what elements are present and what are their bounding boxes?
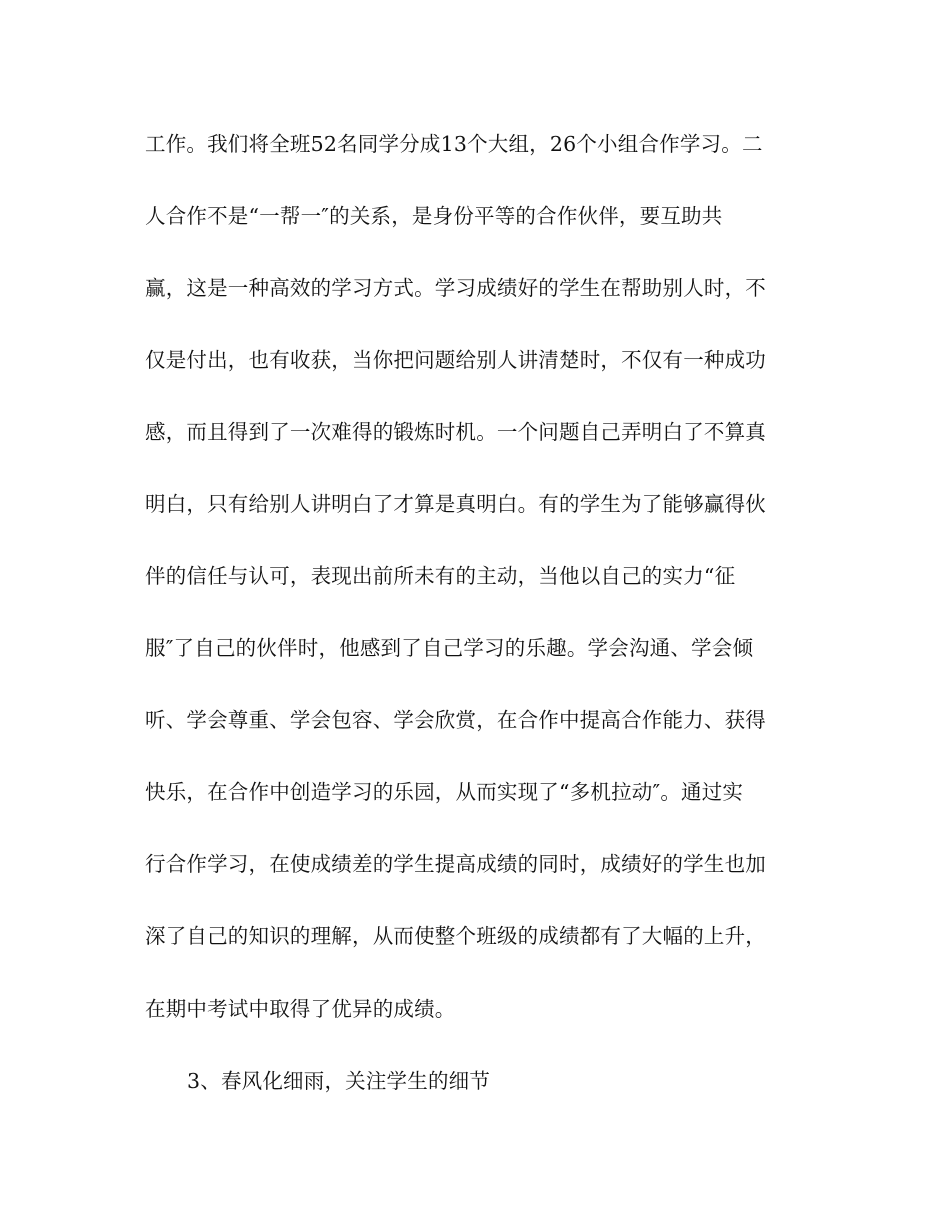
paragraph-line-8: 服″了自己的伙伴时，他感到了自己学习的乐趣。学会沟通、学会倾 (145, 636, 754, 660)
paragraph-line-11: 行合作学习，在使成绩差的学生提高成绩的同时，成绩好的学生也加 (145, 852, 766, 876)
paragraph-line-1: 工作。我们将全班52名同学分成13个大组，26个小组合作学习。二 (145, 132, 763, 156)
paragraph-line-5: 感，而且得到了一次难得的锻炼时机。一个问题自己弄明白了不算真 (145, 420, 766, 444)
paragraph-line-4: 仅是付出，也有收获，当你把问题给别人讲清楚时，不仅有一种成功 (145, 348, 766, 372)
paragraph-line-7: 伴的信任与认可，表现出前所未有的主动，当他以自己的实力“征 (145, 564, 736, 588)
paragraph-line-13: 在期中考试中取得了优异的成绩。 (145, 997, 456, 1021)
paragraph-line-2: 人合作不是“一帮一″的关系，是身份平等的合作伙伴，要互助共 (145, 204, 723, 228)
paragraph-line-9: 听、学会尊重、学会包容、学会欣赏，在合作中提高合作能力、获得 (145, 708, 766, 732)
paragraph-line-12: 深了自己的知识的理解，从而使整个班级的成绩都有了大幅的上升， (145, 924, 766, 948)
paragraph-line-6: 明白，只有给别人讲明白了才算是真明白。有的学生为了能够赢得伙 (145, 492, 766, 516)
section-heading: 3、春风化细雨，关注学生的细节 (187, 1069, 491, 1093)
paragraph-line-10: 快乐，在合作中创造学习的乐园，从而实现了“多机拉动″。通过实 (145, 780, 744, 804)
paragraph-line-3: 赢，这是一种高效的学习方式。学习成绩好的学生在帮助别人时，不 (145, 276, 766, 300)
